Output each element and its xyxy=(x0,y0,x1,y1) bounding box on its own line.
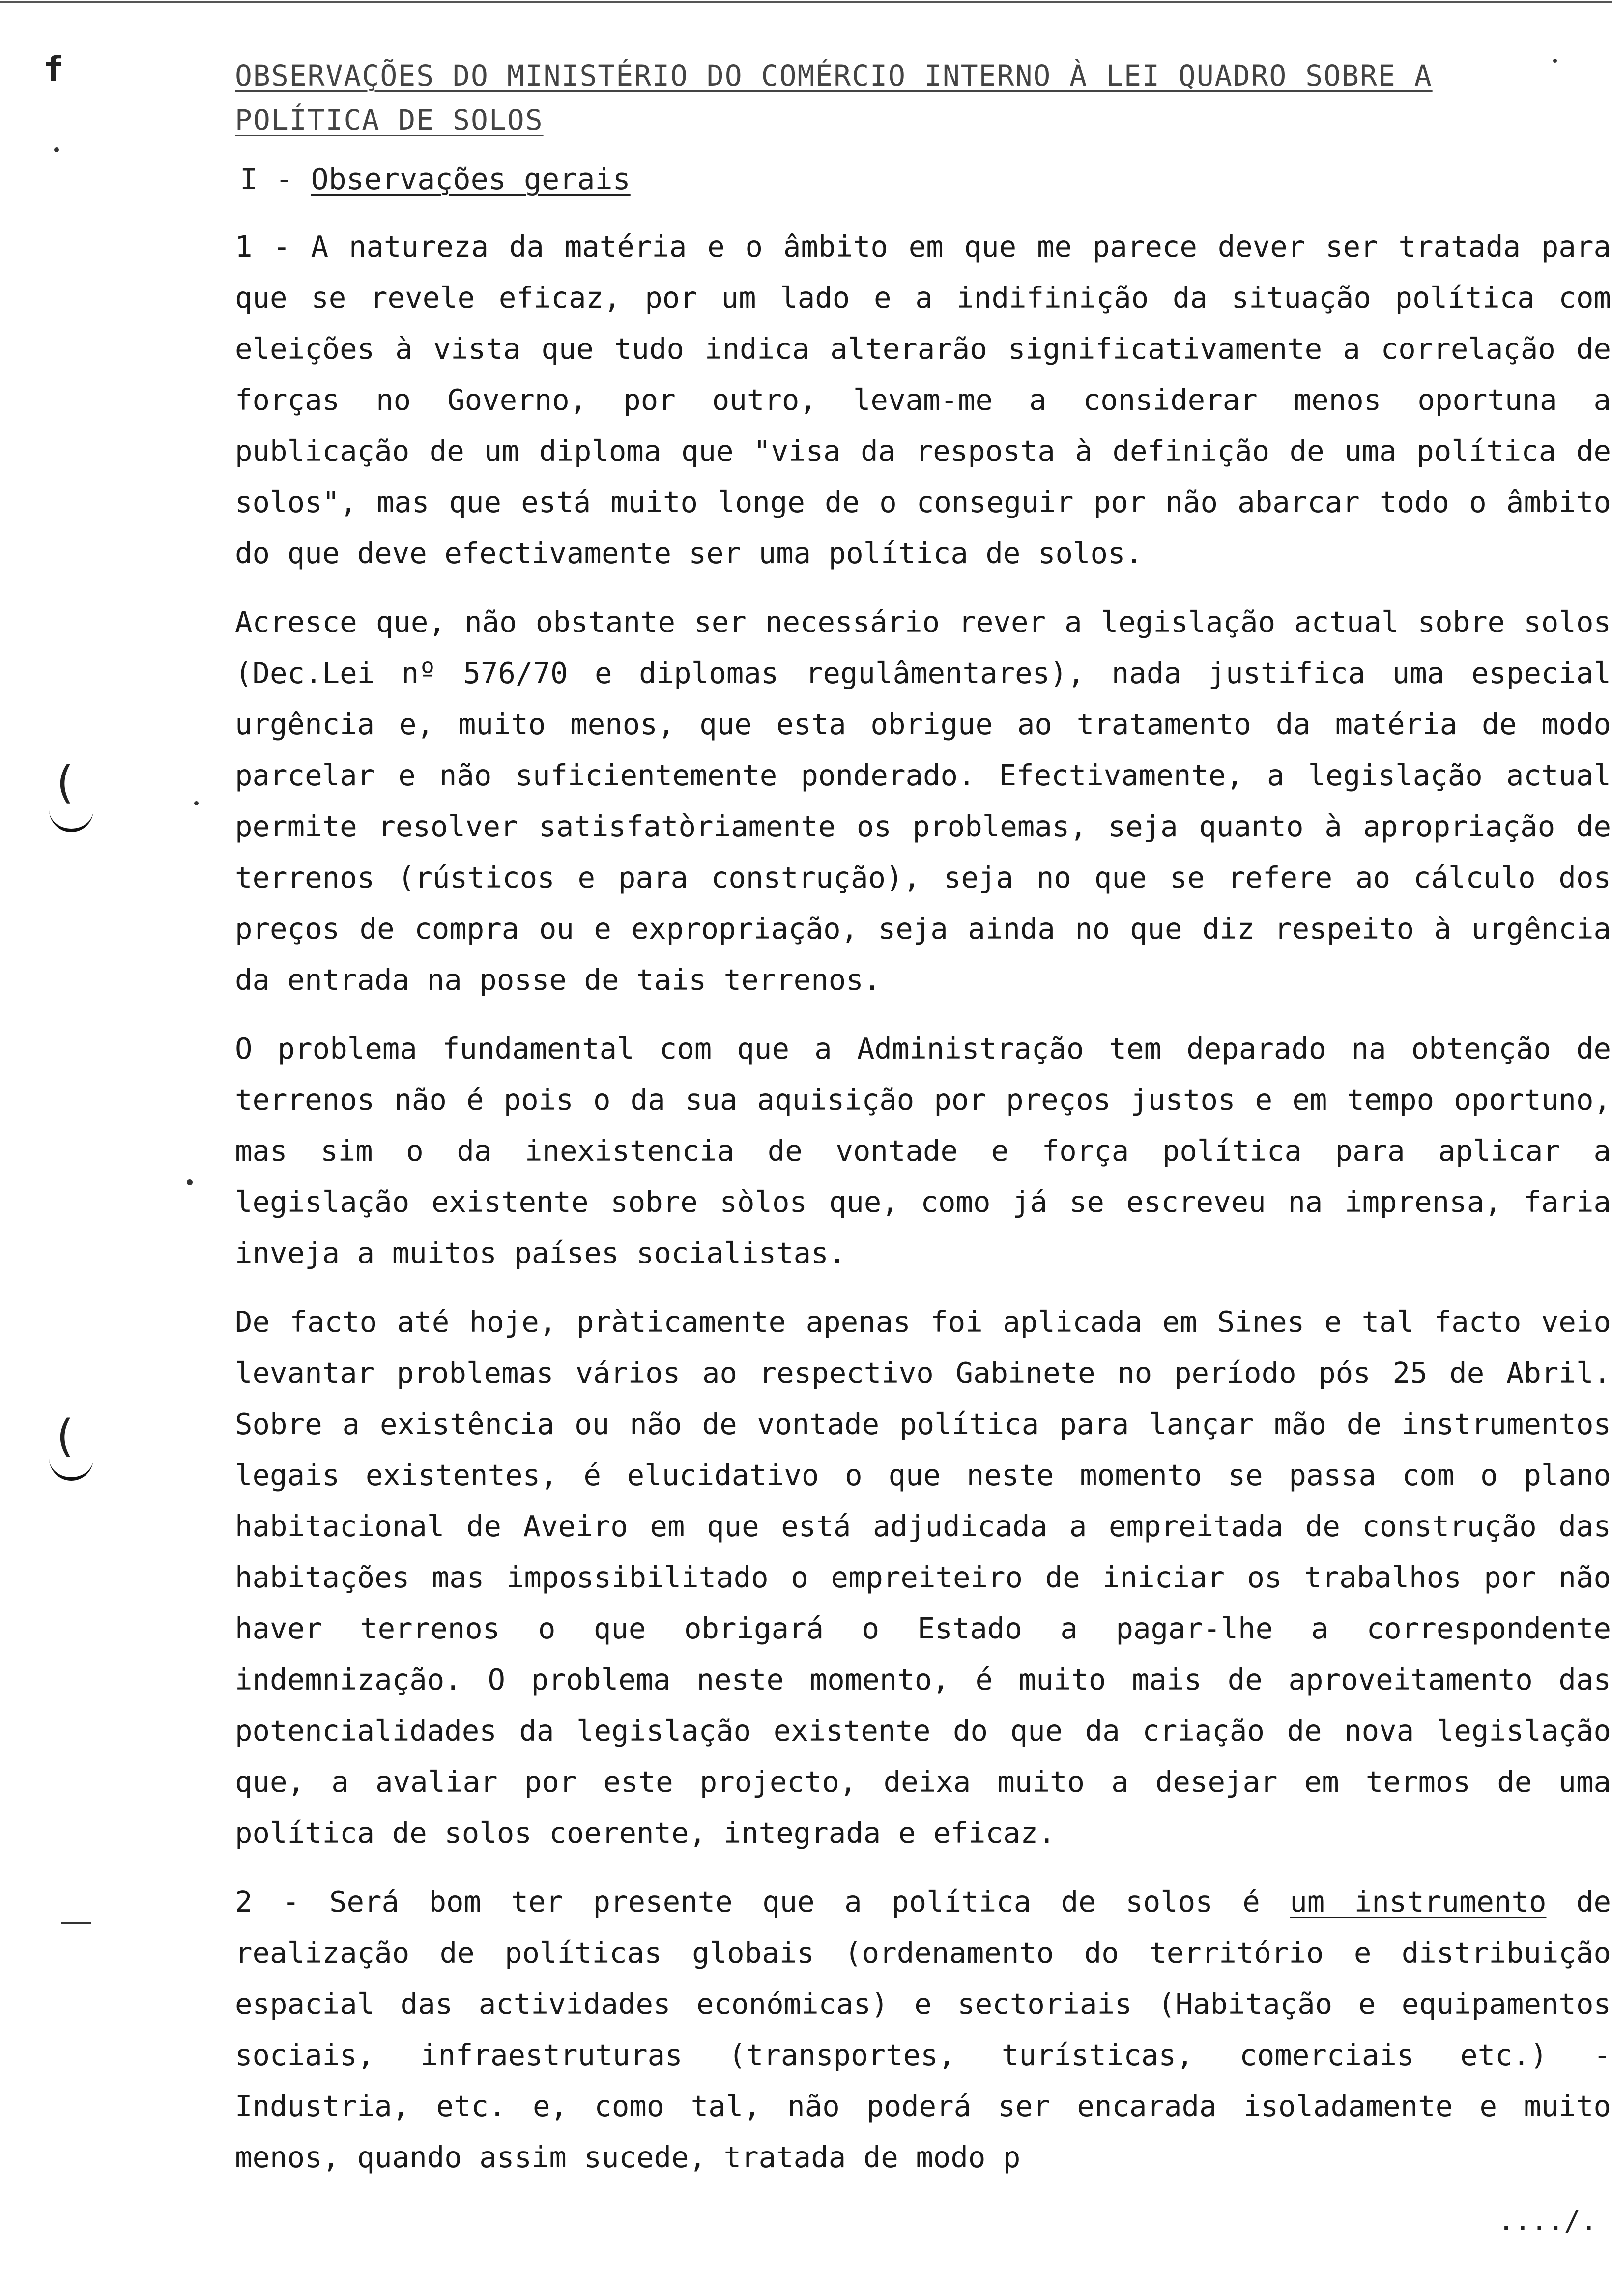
title-line-2: POLÍTICA DE SOLOS xyxy=(235,103,544,137)
margin-dash-mark xyxy=(61,1922,91,1924)
punch-hole-mark-upper: ( xyxy=(51,757,78,808)
paragraph-5-end: de realização de políticas globais (ordenamento do território e distribuição espacial das actividades económicas) e sectoriais (Habitação e equipamentos sociais, infraestruturas (transportes, turísticas, comerciais etc.) - Industria, etc. e, como tal, não poderá ser encarada isoladamente e muito menos, quando assim sucede, tratada de modo p xyxy=(235,1884,1611,2174)
scan-speck xyxy=(187,1179,193,1185)
top-edge-rule xyxy=(0,1,1612,3)
title-line-1: OBSERVAÇÕES DO MINISTÉRIO DO COMÉRCIO INTERNO À LEI QUADRO SOBRE A xyxy=(235,59,1433,92)
scan-speck xyxy=(54,147,59,152)
paragraph-5-start: 2 - Será bom ter presente que a política de solos é xyxy=(235,1884,1290,1919)
paragraph-4: De facto até hoje, pràticamente apenas foi aplicada em Sines e tal facto veio levantar problemas vários ao respectivo Gabinete no período pós 25 de Abril. Sobre a existência ou não de vontade política para lançar mão de instrumentos legais existentes, é elucidativo o que neste momento se passa com o plano habitacional de Aveiro em que está adjudicada a empreitada de construção das habitações mas impossibilitado o empreiteiro de iniciar os trabalhos por não haver terrenos o que obrigará o Estado a pagar-lhe a correspondente indemnização. O problema neste momento, é muito mais de aproveitamento das potencialidades da legislação existente do que da criação de nova legislação que, a avaliar por este projecto, deixa muito a desejar em termos de uma política de solos coerente, integrada e eficaz. xyxy=(235,1304,1611,1850)
paragraph-5 xyxy=(235,1876,1611,2183)
paragraph-1: 1 - A natureza da matéria e o âmbito em que me parece dever ser tratada para que se revele eficaz, por um lado e a indifinição da situação política com eleições à vista que tudo indica alterarão significativamente a correlação de forças no Governo, por outro, levam-me a considerar menos oportuna a publicação de um diploma que "visa da resposta à definição de uma política de solos", mas que está muito longe de o conseguir por não abarcar todo o âmbito do que deve efectivamente ser uma política de solos. xyxy=(235,229,1611,570)
punch-hole-mark-lower: ( xyxy=(51,1410,78,1462)
scan-speck xyxy=(194,801,199,805)
punch-hole-curve-upper xyxy=(49,806,93,832)
section-heading xyxy=(240,162,1611,197)
section-prefix: I - xyxy=(240,162,311,197)
margin-annotation-mark: f xyxy=(43,49,64,89)
paragraph-3: O problema fundamental com que a Administração tem deparado na obtenção de terrenos não é pois o da sua aquisição por preços justos e em tempo oportuno, mas sim o da inexistencia de vontade e força política para aplicar a legislação existente sobre sòlos que, como já se escreveu na imprensa, faria inveja a muitos países socialistas. xyxy=(235,1031,1611,1270)
page-continuation-mark: ..../. xyxy=(1497,2205,1597,2237)
document-page xyxy=(235,54,1611,2285)
document-title xyxy=(235,54,1611,143)
section-title: Observações gerais xyxy=(311,162,631,197)
punch-hole-curve-lower xyxy=(49,1455,93,1481)
paragraph-2: Acresce que, não obstante ser necessário rever a legislação actual sobre solos (Dec.Lei nº 576/70 e diplomas regulâmentares), nada justifica uma especial urgência e, muito menos, que esta obrigue ao tratamento da matéria de modo parcelar e não suficientemente ponderado. Efectivamente, a legislação actual permite resolver satisfatòriamente os problemas, seja quanto à apropriação de terrenos (rústicos e para construção), seja no que se refere ao cálculo dos preços de compra ou e expropriação, seja ainda no que diz respeito à urgência da entrada na posse de tais terrenos. xyxy=(235,604,1611,997)
paragraph-5-underlined: um instrumento xyxy=(1290,1884,1547,1919)
